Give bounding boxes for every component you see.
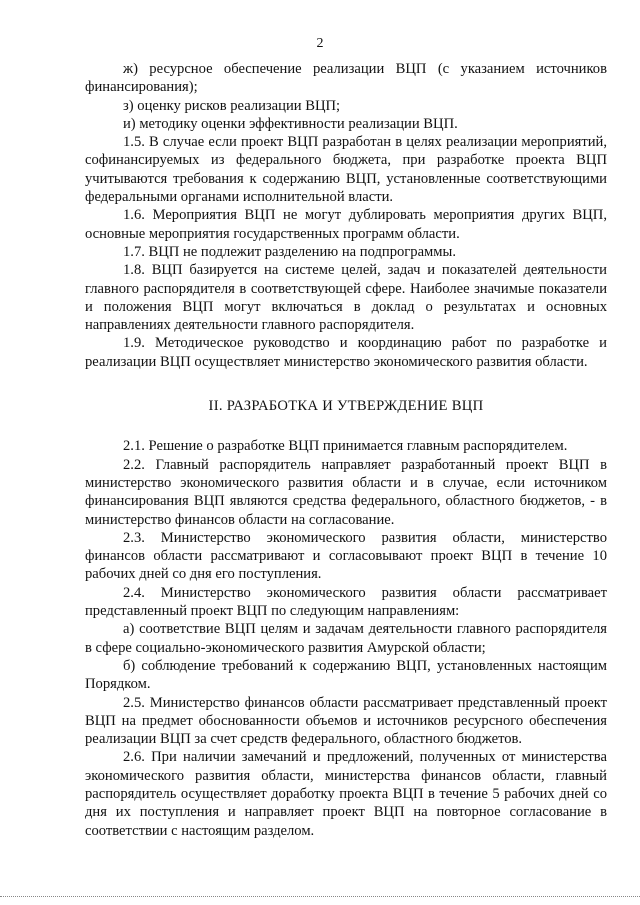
list-item: ж) ресурсное обеспечение реализации ВЦП (с указанием источников финансирования);	[85, 61, 607, 96]
paragraph-1-5: 1.5. В случае если проект ВЦП разработан в целях реализации мероприятий, софинансируемых из федерального бюджета, при разработке проекта ВЦП учитываются требования к содержанию ВЦП, установленные соответствующими федеральными органами исполнительной власти.	[85, 134, 607, 206]
list-item: и) методику оценки эффективности реализации ВЦП.	[123, 115, 458, 132]
paragraph-1-9: 1.9. Методическое руководство и координацию работ по разработке и реализации ВЦП осуществляет министерство экономического развития области.	[85, 335, 607, 370]
subitem-b: б) соблюдение требований к содержанию ВЦП, установленных настоящим Порядком.	[85, 657, 607, 693]
paragraph-2-4: 2.4. Министерство экономического развития области рассматривает представленный проект ВЦП по следующим направлениям:	[85, 584, 607, 620]
document-body	[85, 60, 607, 840]
paragraph-2-3: 2.3. Министерство экономического развития области, министерство финансов области рассматривают и согласовывают проект ВЦП в течение 10 рабочих дней со дня его поступления.	[85, 529, 607, 583]
paragraph-1-7: 1.7. ВЦП не подлежит разделению на подпрограммы.	[123, 243, 456, 260]
paragraph-2-5: 2.5. Министерство финансов области рассматривает представленный проект ВЦП на предмет обоснованности объемов и источников ресурсного обеспечения реализации ВЦП за счет средств федерального, областного бюджетов.	[85, 694, 607, 748]
paragraph-2-1: 2.1. Решение о разработке ВЦП принимается главным распорядителем.	[123, 438, 568, 455]
paragraph-2-6: 2.6. При наличии замечаний и предложений, полученных от министерства экономического развития области, министерства финансов области, главный распорядитель осуществляет доработку проекта ВЦП в течение 5 рабочих дней со дня их поступления и направляет проект ВЦП на повторное согласование в соответствии с настоящим разделом.	[85, 749, 607, 839]
subitem-a: а) соответствие ВЦП целям и задачам деятельности главного распорядителя в сфере социально-экономического развития Амурской области;	[85, 621, 607, 656]
page-number: 2	[316, 36, 324, 51]
scan-edge-divider	[0, 896, 640, 898]
section-heading: II. РАЗРАБОТКА И УТВЕРЖДЕНИЕ ВЦП	[208, 398, 484, 415]
paragraph-1-8: 1.8. ВЦП базируется на системе целей, задач и показателей деятельности главного распорядителя в соответствующей сфере. Наиболее значимые показатели и положения ВЦП могут включаться в доклад о результатах и основных направлениях деятельности главного распорядителя.	[85, 262, 607, 334]
list-item: з) оценку рисков реализации ВЦП;	[123, 97, 341, 114]
paragraph-1-6: 1.6. Мероприятия ВЦП не могут дублировать мероприятия других ВЦП, основные мероприятия государственных программ области.	[85, 207, 607, 242]
paragraph-2-2: 2.2. Главный распорядитель направляет разработанный проект ВЦП в министерство экономического развития области и в случае, если источником финансирования ВЦП являются средства федерального, областного бюджетов, - в министерство финансов области на согласование.	[85, 456, 607, 528]
